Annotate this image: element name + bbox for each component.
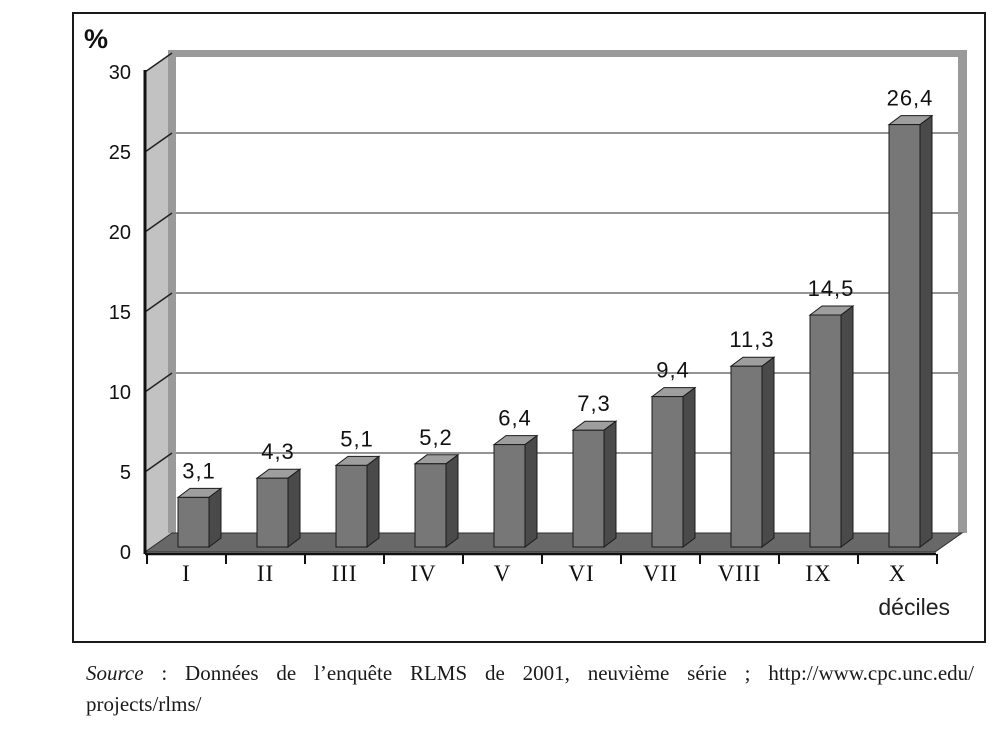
y-axis-unit-label: % <box>84 24 109 54</box>
bar-IV <box>415 464 446 547</box>
source-note <box>86 658 974 720</box>
bar-value-label: 3,1 <box>182 458 216 484</box>
bar-side-V <box>525 436 537 547</box>
bar-III <box>336 465 367 547</box>
deciles-bar-chart <box>74 14 984 641</box>
bar-X <box>889 125 920 547</box>
bar-side-VII <box>683 388 695 547</box>
source-text-line2: projects/rlms/ <box>86 692 202 716</box>
category-label: VI <box>568 561 595 586</box>
wall-back-left-edge <box>168 51 176 533</box>
y-tick-label: 20 <box>108 222 131 244</box>
bar-I <box>178 497 209 547</box>
y-tick-label: 30 <box>108 62 131 84</box>
bar-VIII <box>731 366 762 547</box>
category-label: IX <box>805 561 832 586</box>
bar-value-label: 26,4 <box>886 85 934 111</box>
category-label: II <box>256 561 275 586</box>
bar-value-label: 14,5 <box>807 276 855 301</box>
bar-IX <box>810 315 841 547</box>
category-label: X <box>888 561 907 586</box>
source-label: Source <box>86 661 144 685</box>
bar-side-IV <box>446 455 458 547</box>
category-label: V <box>493 561 512 586</box>
category-label: VII <box>643 561 678 586</box>
category-label: III <box>331 561 358 586</box>
bar-VII <box>652 397 683 547</box>
bar-value-label: 6,4 <box>498 405 532 431</box>
bar-value-label: 5,1 <box>340 426 374 452</box>
source-text-line1-rest: : Données de l’enquête RLMS de 2001, neuvième série ; http://www.cpc.unc.edu/ <box>143 661 974 685</box>
y-tick-label: 0 <box>119 542 131 564</box>
bar-value-label: 5,2 <box>419 424 453 450</box>
y-tick-label: 25 <box>108 142 131 164</box>
bar-value-label: 7,3 <box>577 391 611 417</box>
bar-side-VI <box>604 421 616 547</box>
bar-side-II <box>288 469 300 547</box>
x-axis-title: déciles <box>878 594 950 620</box>
bar-value-label: 11,3 <box>729 327 775 353</box>
bar-side-III <box>367 456 379 547</box>
category-label: VIII <box>717 561 762 586</box>
wall-right-edge <box>958 50 967 533</box>
figure-frame <box>72 12 986 643</box>
bar-II <box>257 478 288 547</box>
bar-value-label: 9,4 <box>656 357 690 383</box>
bar-value-label: 4,3 <box>261 439 295 465</box>
y-tick-label: 10 <box>108 382 131 404</box>
y-tick-label: 15 <box>108 302 131 324</box>
category-label: I <box>182 561 191 586</box>
y-tick-label: 5 <box>119 462 131 484</box>
category-label: IV <box>410 561 437 586</box>
bar-side-I <box>209 488 221 547</box>
bar-side-VIII <box>762 357 774 547</box>
bar-side-X <box>920 116 932 547</box>
wall-top-edge <box>168 50 967 57</box>
source-text-line1 <box>86 658 974 689</box>
bar-side-IX <box>841 306 853 547</box>
bar-VI <box>573 430 604 547</box>
bar-V <box>494 445 525 547</box>
